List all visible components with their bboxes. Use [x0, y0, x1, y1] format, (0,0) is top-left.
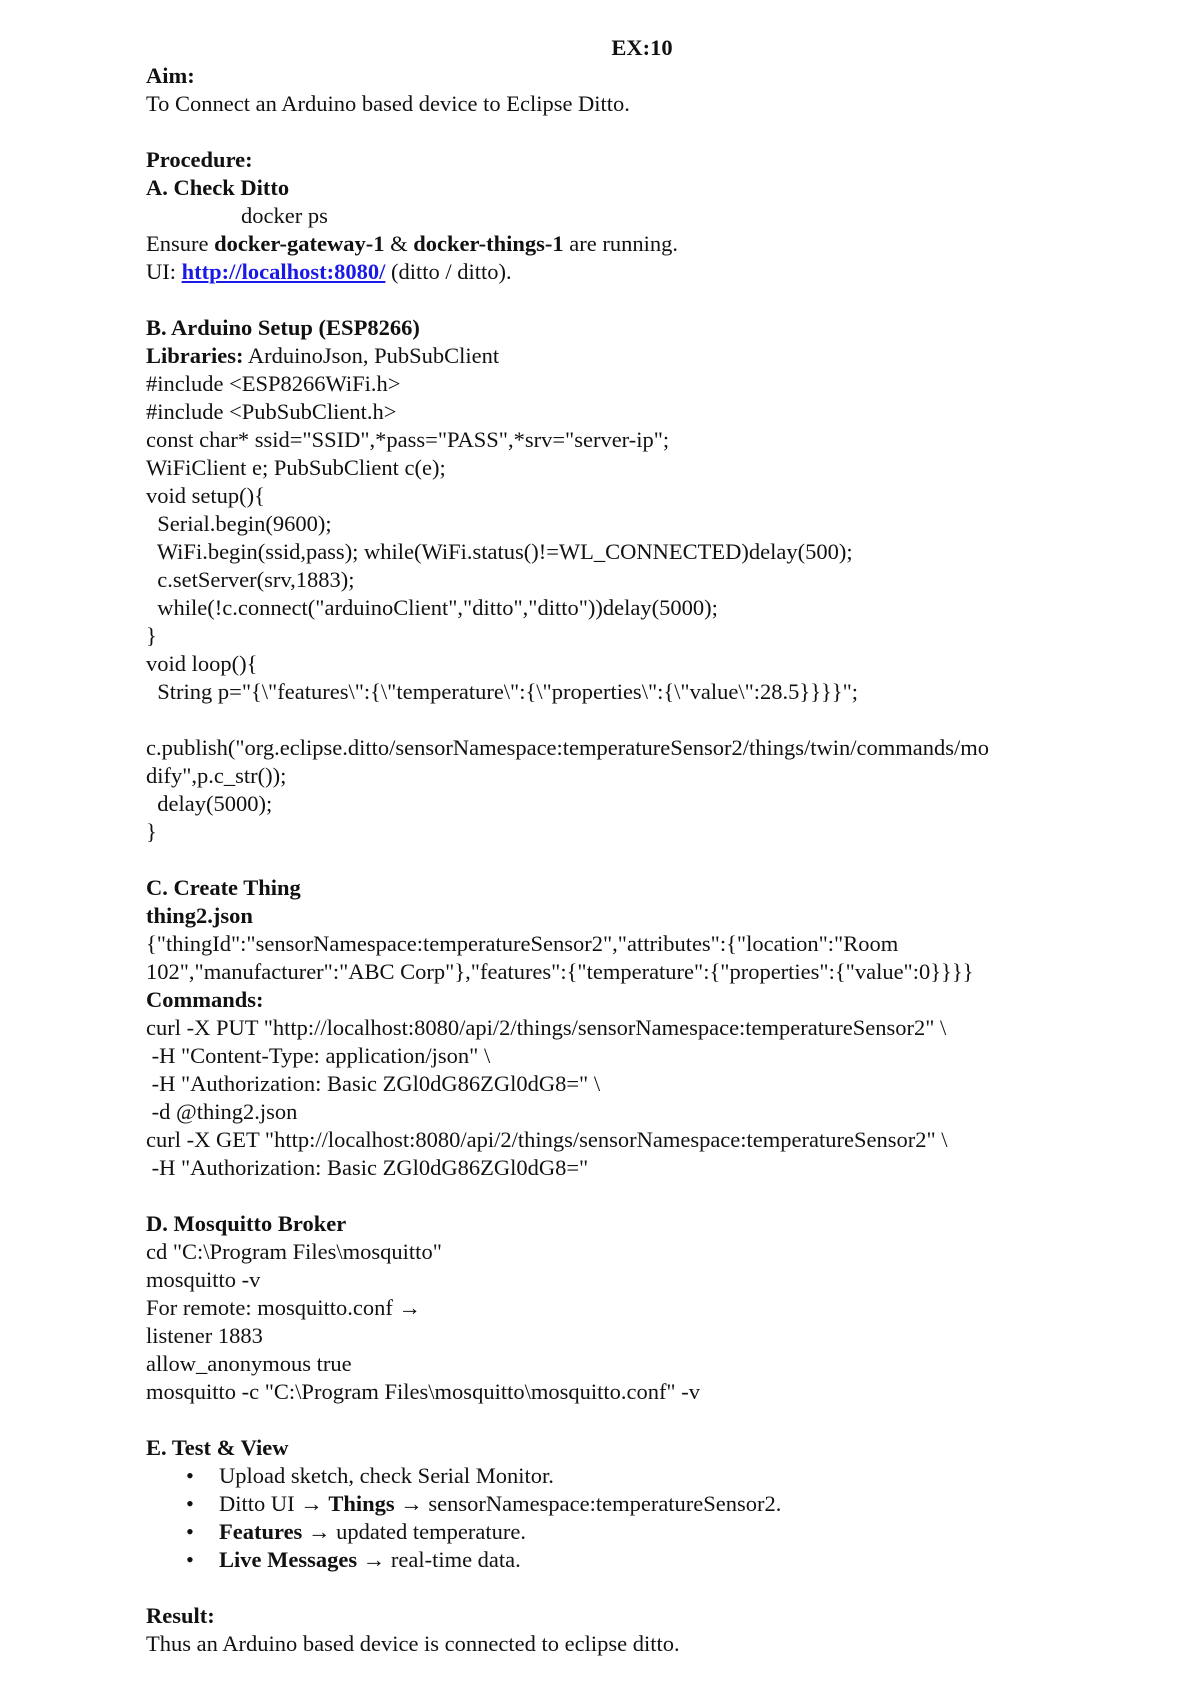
code-line: void loop(){	[146, 651, 258, 676]
command-line: -H "Authorization: Basic ZGl0dG86ZGl0dG8="	[146, 1155, 589, 1180]
code-line: delay(5000);	[146, 791, 273, 816]
gateway-container: docker-gateway-1	[214, 231, 385, 256]
code-line: Serial.begin(9600);	[146, 511, 332, 536]
mosquitto-line: listener 1883	[146, 1323, 263, 1348]
bullet-bold: Features	[219, 1519, 303, 1544]
ensure-line	[146, 230, 1146, 258]
code-line: WiFiClient e; PubSubClient c(e);	[146, 455, 446, 480]
ditto-ui-link[interactable]: http://localhost:8080/	[181, 259, 386, 284]
json-file-label: thing2.json	[146, 903, 253, 928]
command-line: curl -X GET "http://localhost:8080/api/2/things/sensorNamespace:temperatureSensor2" \	[146, 1127, 948, 1152]
code-line: dify",p.c_str());	[146, 763, 287, 788]
code-line: const char* ssid="SSID",*pass="PASS",*srv="server-ip";	[146, 427, 670, 452]
code-line: WiFi.begin(ssid,pass); while(WiFi.status()!=WL_CONNECTED)delay(500);	[146, 539, 853, 564]
section-b-heading: B. Arduino Setup (ESP8266)	[146, 315, 420, 340]
document-title: EX:10	[611, 35, 673, 60]
spacer	[146, 286, 1146, 314]
section-a-heading: A. Check Ditto	[146, 175, 290, 200]
result-heading: Result:	[146, 1603, 215, 1628]
bullet-text: → updated temperature.	[302, 1519, 526, 1544]
json-line: 102","manufacturer":"ABC Corp"},"features":{"temperature":{"properties":{"value":0}}}}	[146, 959, 974, 984]
command-line: -H "Content-Type: application/json" \	[146, 1043, 491, 1068]
amp-text: &	[384, 231, 414, 256]
ensure-prefix: Ensure	[146, 231, 215, 256]
ui-prefix: UI:	[146, 259, 182, 284]
libraries-label: Libraries:	[146, 343, 244, 368]
code-line	[146, 706, 1146, 734]
command-line: -H "Authorization: Basic ZGl0dG86ZGl0dG8=" \	[146, 1071, 601, 1096]
aim-heading: Aim:	[146, 63, 195, 88]
spacer	[146, 1574, 1146, 1602]
code-line: while(!c.connect("arduinoClient","ditto","ditto"))delay(5000);	[146, 595, 718, 620]
list-item	[186, 1518, 1146, 1546]
bullet-bold: Live Messages	[219, 1547, 358, 1572]
command-line: -d @thing2.json	[146, 1099, 298, 1124]
ensure-suffix: are running.	[563, 231, 679, 256]
code-line: }	[146, 623, 157, 648]
code-line: }	[146, 819, 157, 844]
command-line: curl -X PUT "http://localhost:8080/api/2/things/sensorNamespace:temperatureSensor2" \	[146, 1015, 947, 1040]
json-line: {"thingId":"sensorNamespace:temperatureSensor2","attributes":{"location":"Room	[146, 931, 899, 956]
libraries-value: ArduinoJson, PubSubClient	[243, 343, 500, 368]
mosquitto-line: For remote: mosquitto.conf →	[146, 1295, 421, 1320]
section-e-heading: E. Test & View	[146, 1435, 289, 1460]
ui-line	[146, 258, 1146, 286]
code-line: #include <ESP8266WiFi.h>	[146, 371, 401, 396]
test-view-list	[146, 1462, 1146, 1574]
bullet-text: → real-time data.	[357, 1547, 521, 1572]
spacer	[146, 1182, 1146, 1210]
libraries-line	[146, 342, 1146, 370]
code-line: #include <PubSubClient.h>	[146, 399, 397, 424]
bullet-text: → sensorNamespace:temperatureSensor2.	[394, 1491, 782, 1516]
mosquitto-line: mosquitto -v	[146, 1267, 261, 1292]
docker-ps-command: docker ps	[241, 203, 328, 228]
bullet-text: Ditto UI →	[219, 1491, 329, 1516]
code-line: c.publish("org.eclipse.ditto/sensorNamespace:temperatureSensor2/things/twin/commands/mo	[146, 735, 989, 760]
commands-label: Commands:	[146, 987, 264, 1012]
code-line: String p="{\"features\":{\"temperature\":{\"properties\":{\"value\":28.5}}}}";	[146, 679, 859, 704]
spacer	[146, 1406, 1146, 1434]
section-d-heading: D. Mosquitto Broker	[146, 1211, 347, 1236]
mosquitto-line: mosquitto -c "C:\Program Files\mosquitto\mosquitto.conf" -v	[146, 1379, 700, 1404]
ui-suffix: (ditto / ditto).	[385, 259, 512, 284]
list-item	[186, 1462, 1146, 1490]
procedure-heading: Procedure:	[146, 147, 253, 172]
mosquitto-line: cd "C:\Program Files\mosquitto"	[146, 1239, 442, 1264]
section-c-heading: C. Create Thing	[146, 875, 301, 900]
bullet-bold: Things	[328, 1491, 395, 1516]
list-item	[186, 1490, 1146, 1518]
aim-text: To Connect an Arduino based device to Eclipse Ditto.	[146, 91, 630, 116]
bullet-text: Upload sketch, check Serial Monitor.	[219, 1463, 554, 1488]
code-line: void setup(){	[146, 483, 265, 508]
list-item	[186, 1546, 1146, 1574]
spacer	[146, 846, 1146, 874]
things-container: docker-things-1	[413, 231, 564, 256]
mosquitto-line: allow_anonymous true	[146, 1351, 352, 1376]
result-text: Thus an Arduino based device is connected to eclipse ditto.	[146, 1631, 680, 1656]
code-line: c.setServer(srv,1883);	[146, 567, 355, 592]
spacer	[146, 118, 1146, 146]
document-page	[146, 34, 1146, 1658]
arduino-code-block	[146, 370, 1146, 846]
